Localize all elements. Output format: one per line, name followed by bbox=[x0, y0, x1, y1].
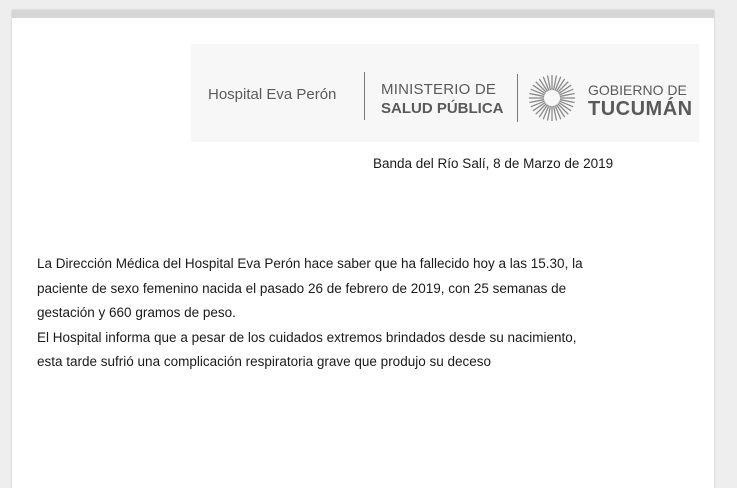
sun-emblem-icon bbox=[527, 73, 577, 123]
letterhead bbox=[191, 44, 699, 142]
ministry-logo bbox=[381, 80, 504, 118]
ministry-line1: MINISTERIO DE bbox=[381, 81, 497, 98]
document-dateline: Banda del Río Salí, 8 de Marzo de 2019 bbox=[373, 156, 614, 171]
body-line: La Dirección Médica del Hospital Eva Perón hace saber que ha fallecido hoy a las 15.30, la bbox=[37, 256, 583, 271]
letterhead-divider bbox=[517, 74, 518, 122]
body-line: paciente de sexo femenino nacida el pasado 26 de febrero de 2019, con 25 semanas de bbox=[37, 280, 567, 296]
ministry-line2: SALUD PÚBLICA bbox=[381, 100, 504, 117]
document-body bbox=[37, 252, 677, 375]
body-line: esta tarde sufrió una complicación respiratoria grave que produjo su deceso bbox=[37, 354, 492, 370]
body-line: gestación y 660 gramos de peso. bbox=[37, 305, 236, 321]
government-line1: GOBIERNO DE bbox=[588, 82, 687, 98]
document-page bbox=[12, 10, 714, 488]
government-line2: TUCUMÁN bbox=[588, 98, 693, 120]
letterhead-divider bbox=[364, 72, 365, 120]
body-line: El Hospital informa que a pesar de los cuidados extremos brindados desde su nacimiento, bbox=[37, 329, 577, 345]
government-logo bbox=[588, 82, 693, 120]
hospital-name: Hospital Eva Perón bbox=[208, 86, 337, 103]
